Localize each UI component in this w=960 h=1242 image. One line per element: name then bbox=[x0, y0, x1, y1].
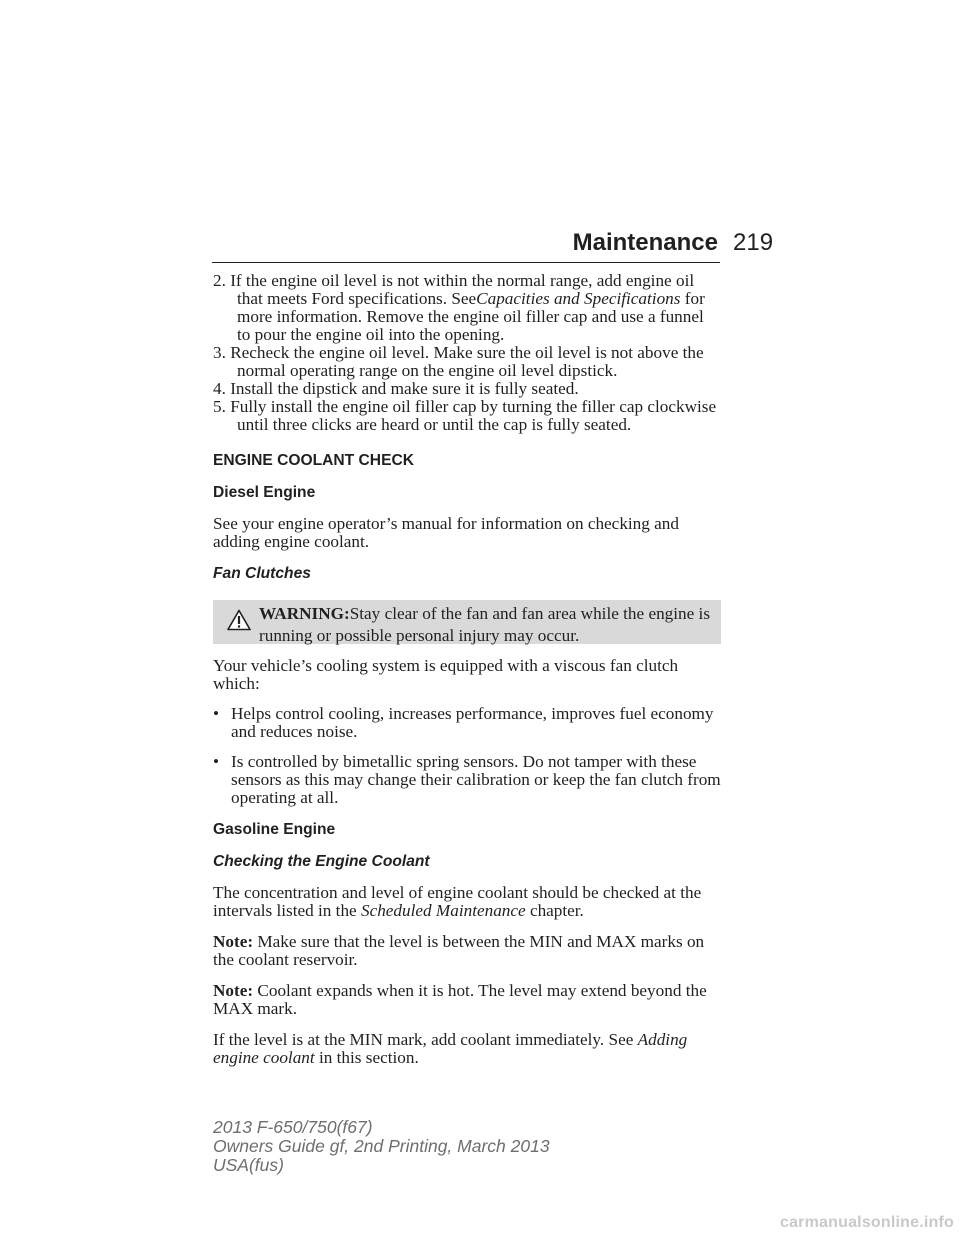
numbered-step bbox=[213, 398, 721, 434]
warning-label: WARNING: bbox=[259, 604, 350, 623]
note-2 bbox=[213, 982, 721, 1018]
numbered-step bbox=[213, 380, 721, 398]
page-body bbox=[213, 272, 721, 1067]
cross-reference: Capacities and Specifications bbox=[476, 289, 681, 308]
footer-model-code: (f67) bbox=[336, 1117, 373, 1137]
note-1 bbox=[213, 933, 721, 969]
warning-body: Stay clear of the fan and fan area while the engine is running or possible personal injury may occur. bbox=[259, 604, 711, 645]
note-1-text: Make sure that the level is between the MIN and MAX marks on the coolant reservoir. bbox=[213, 932, 705, 969]
page-header bbox=[0, 228, 960, 264]
step-text: Recheck the engine oil level. Make sure the oil level is not above the normal operating range on the engine oil level dipstick. bbox=[230, 343, 704, 380]
section-heading: ENGINE COOLANT CHECK bbox=[213, 452, 414, 469]
note-2-label: Note: bbox=[213, 981, 254, 1000]
numbered-steps bbox=[213, 272, 721, 434]
bullet-icon: • bbox=[213, 704, 220, 723]
numbered-step bbox=[213, 344, 721, 380]
min-text-1: If the level is at the MIN mark, add coolant immediately. See bbox=[213, 1030, 634, 1049]
bullet-item bbox=[213, 705, 721, 741]
page-footer bbox=[213, 1118, 550, 1175]
check-paragraph bbox=[213, 884, 721, 920]
numbered-step bbox=[213, 272, 721, 344]
section-title: Maintenance bbox=[572, 229, 718, 256]
footer-model: 2013 F-650/750 bbox=[213, 1117, 337, 1137]
footer-line-3 bbox=[213, 1156, 550, 1175]
warning-text bbox=[259, 603, 715, 647]
watermark: carmanualsonline.info bbox=[779, 1214, 954, 1231]
gasoline-heading: Gasoline Engine bbox=[213, 821, 336, 838]
step-number: 5. bbox=[213, 397, 226, 416]
scheduled-maintenance-ref: Scheduled Maintenance bbox=[360, 901, 526, 920]
bullet-icon: • bbox=[213, 752, 220, 771]
footer-line-2: Owners Guide gf, 2nd Printing, March 2013 bbox=[213, 1136, 550, 1156]
diesel-heading: Diesel Engine bbox=[213, 484, 316, 501]
checking-heading: Checking the Engine Coolant bbox=[213, 853, 430, 870]
fan-clutches-heading: Fan Clutches bbox=[213, 565, 311, 582]
check-text-1: The concentration and level of engine coolant should be checked at the intervals listed in the bbox=[213, 883, 702, 920]
step-text: Fully install the engine oil filler cap by turning the filler cap clockwise until three clicks are heard or until the cap is fully seated. bbox=[230, 397, 717, 434]
step-number: 3. bbox=[213, 343, 226, 362]
bullet-text: Is controlled by bimetallic spring sensors. Do not tamper with these sensors as this may change their calibration or keep the fan clutch from operating at all. bbox=[231, 752, 721, 807]
step-text: Install the dipstick and make sure it is fully seated. bbox=[230, 379, 579, 398]
note-1-label: Note: bbox=[213, 932, 254, 951]
min-paragraph bbox=[213, 1031, 721, 1067]
warning-triangle-icon bbox=[227, 609, 251, 631]
step-text: for more information. Remove the engine oil filler cap and use a funnel to pour the engine oil into the opening. bbox=[237, 289, 705, 344]
footer-region: USA bbox=[213, 1155, 249, 1175]
fan-bullets bbox=[213, 705, 721, 807]
bullet-item bbox=[213, 753, 721, 807]
fan-intro: Your vehicle’s cooling system is equipped with a viscous fan clutch which: bbox=[213, 656, 679, 693]
adding-coolant-ref: Adding engine coolant bbox=[213, 1030, 688, 1067]
note-2-text: Coolant expands when it is hot. The level may extend beyond the MAX mark. bbox=[213, 981, 707, 1018]
footer-region-code: (fus) bbox=[248, 1155, 284, 1175]
diesel-text: See your engine operator’s manual for information on checking and adding engine coolant. bbox=[213, 514, 679, 551]
check-text-2: chapter. bbox=[529, 901, 584, 920]
step-text: If the engine oil level is not within the normal range, add engine oil that meets Ford specifications. See bbox=[230, 271, 695, 308]
bullet-text: Helps control cooling, increases performance, improves fuel economy and reduces noise. bbox=[231, 704, 714, 741]
header-rule bbox=[212, 262, 720, 263]
warning-box bbox=[213, 600, 721, 644]
page-number: 219 bbox=[733, 229, 774, 256]
footer-line-1 bbox=[213, 1118, 550, 1137]
step-number: 2. bbox=[213, 271, 226, 290]
step-number: 4. bbox=[213, 379, 226, 398]
min-text-2: in this section. bbox=[318, 1048, 419, 1067]
